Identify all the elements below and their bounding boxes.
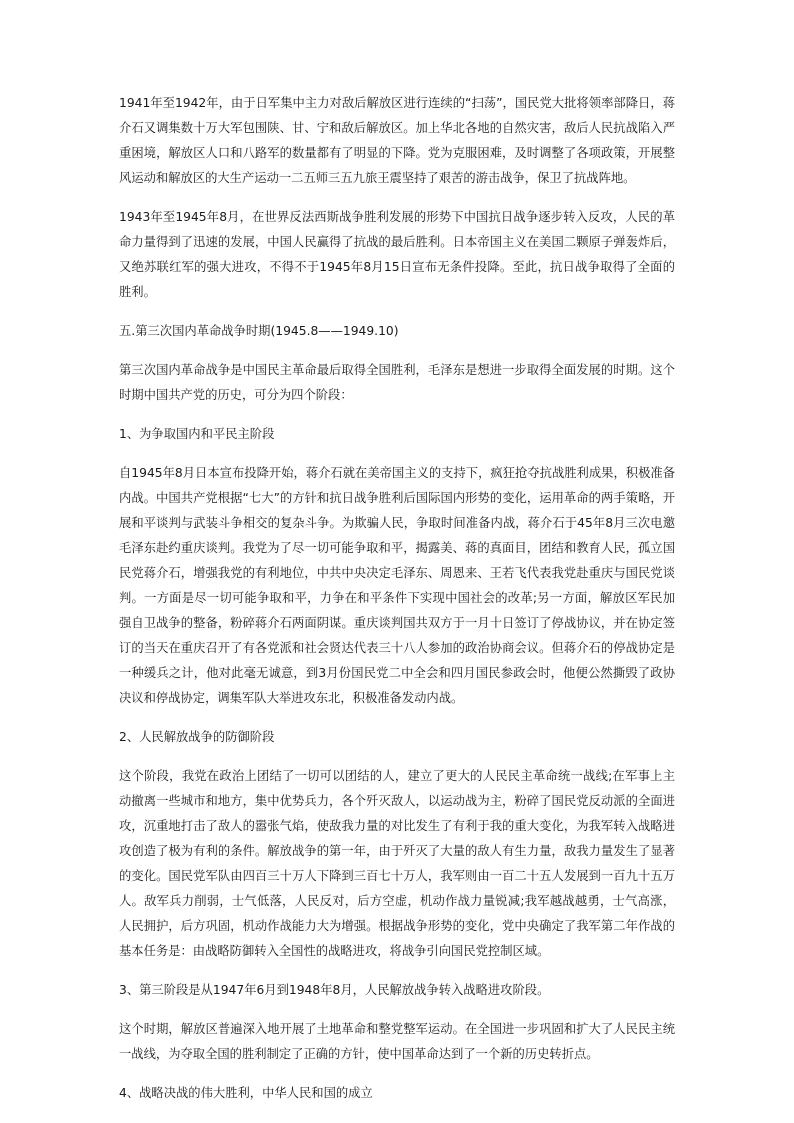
- paragraph-third-civil-war-intro: 第三次国内革命战争是中国民主革命最后取得全国胜利，毛泽东是想进一步取得全面发展的时期。这个时期中国共产党的历史，可分为四个阶段：: [119, 363, 675, 402]
- subheading-stage-1: 1、为争取国内和平民主阶段: [119, 427, 275, 441]
- paragraph-1943-1945: 1943年至1945年8月，在世界反法西斯战争胜利发展的形势下中国抗日战争逐步转入反攻，人民的革命力量得到了迅速的发展，中国人民赢得了抗战的最后胜利。日本帝国主义在美国二颗原子弹轰炸后，又绝苏联红军的强大进攻，不得不于1945年8月15日宣布无条件投降。至此，抗日战争取得了全面的胜利。: [119, 210, 675, 299]
- paragraph-1941-1942: 1941年至1942年，由于日军集中主力对敌后解放区进行连续的“扫荡”，国民党大批将领率部降日，蒋介石又调集数十万大军包围陕、甘、宁和敌后解放区。加上华北各地的自然灾害，敌后人民抗战陷入严重困境，解放区人口和八路军的数量都有了明显的下降。党为克服困难，及时调整了各项政策，开展整风运动和解放区的大生产运动一二五师三五九旅王震坚持了艰苦的游击战争，保卫了抗战阵地。: [119, 96, 675, 185]
- section-heading-third-civil-war: 五.第三次国内革命战争时期(1945.8——1949.10): [119, 324, 399, 338]
- subheading-stage-3: 3、第三阶段是从1947年6月到1948年8月，人民解放战争转入战略进攻阶段。: [119, 983, 550, 997]
- subheading-stage-4: 4、战略决战的伟大胜利，中华人民和国的成立: [119, 1086, 373, 1100]
- paragraph-stage-1: 自1945年8月日本宣布投降开始，蒋介石就在美帝国主义的支持下，疯狂抢夺抗战胜利成果，积极准备内战。中国共产党根据“七大”的方针和抗日战争胜利后国际国内形势的变化，运用革命的两手策略，开展和平谈判与武装斗争相交的复杂斗争。为欺骗人民，争取时间准备内战，蒋介石于45年8月三次电邀毛泽东赴约重庆谈判。我党为了尽一切可能争取和平，揭露美、蒋的真面目，团结和教育人民，孤立国民党蒋介石，增强我党的有利地位，中共中央决定毛泽东、周恩来、王若飞代表我党赴重庆与国民党谈判。一方面是尽一切可能争取和平，力争在和平条件下实现中国社会的改革;另一方面，解放区军民加强自卫战争的整备，粉碎蒋介石两面阴谋。重庆谈判国共双方于一月十日签订了停战协议，并在协定签订的当天在重庆召开了有各党派和社会贤达代表三十八人参加的政治协商会议。但蒋介石的停战协定是一种缓兵之计，他对此毫无诚意，到3月份国民党二中全会和四月国民参政会时，他便公然撕毁了政协决议和停战协定，调集军队大举进攻东北，积极准备发动内战。: [119, 466, 675, 705]
- subheading-stage-2: 2、人民解放战争的防御阶段: [119, 730, 275, 744]
- paragraph-stage-2: 这个阶段，我党在政治上团结了一切可以团结的人，建立了更大的人民民主革命统一战线;在军事上主动撤离一些城市和地方，集中优势兵力，各个歼灭敌人，以运动战为主，粉碎了国民党反动派的全面进攻，沉重地打击了敌人的嚣张气焰，使敌我力量的对比发生了有利于我的重大变化，为我军转入战略进攻创造了极为有利的条件。解放战争的第一年，由于歼灭了大量的敌人有生力量，敌我力量发生了显著的变化。国民党军队由四百三十万人下降到三百七十万人，我军则由一百二十五人发展到一百九十五万人。敌军兵力削弱，士气低落，人民反对，后方空虚，机动作战力量锐减;我军越战越勇，士气高涨，人民拥护，后方巩固，机动作战能力大为增强。根据战争形势的变化，党中央确定了我军第二年作战的基本任务是：由战略防御转入全国性的战略进攻，将战争引向国民党控制区域。: [119, 769, 675, 958]
- paragraph-stage-3: 这个时期，解放区普遍深入地开展了土地革命和整党整军运动。在全国进一步巩固和扩大了人民民主统一战线，为夺取全国的胜利制定了正确的方针，使中国革命达到了一个新的历史转折点。: [119, 1022, 675, 1061]
- document-body: [119, 91, 675, 1120]
